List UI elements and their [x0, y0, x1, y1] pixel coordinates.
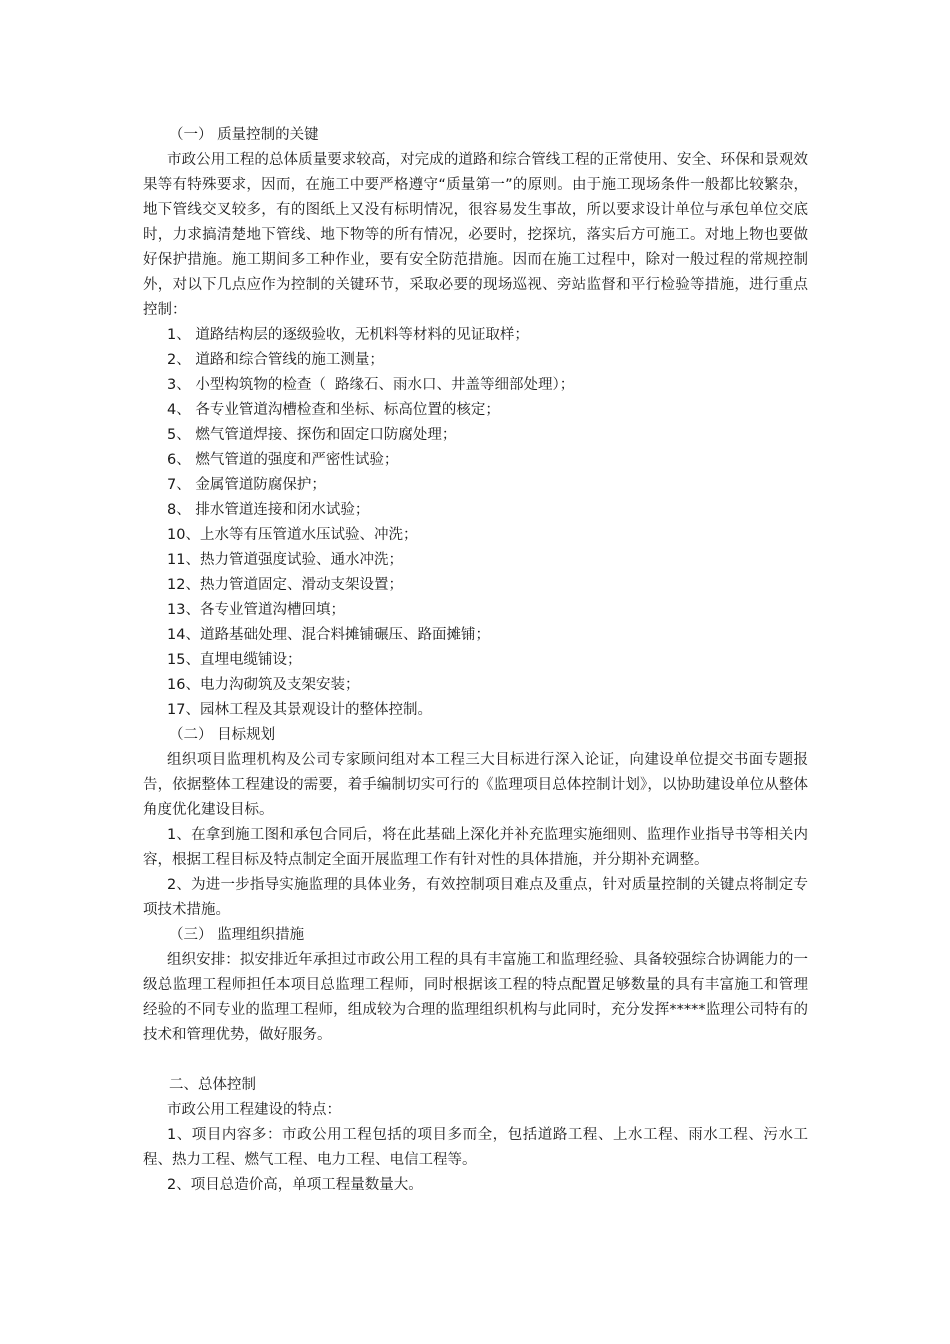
- list-item: 16、电力沟砌筑及支架安装；: [167, 677, 360, 693]
- list-item: 1、 道路结构层的逐级验收，无机料等材料的见证取样；: [167, 327, 529, 343]
- section-heading-organization-measures: （三） 监理组织措施: [169, 927, 305, 943]
- list-item: 17、园林工程及其景观设计的整体控制。: [167, 702, 432, 718]
- list-item: 5、 燃气管道焊接、探伤和固定口防腐处理；: [167, 427, 457, 443]
- paragraph: 2、项目总造价高，单项工程量数量大。: [167, 1177, 423, 1193]
- list-item: 8、 排水管道连接和闭水试验；: [167, 502, 370, 518]
- list-item: 4、 各专业管道沟槽检查和坐标、标高位置的核定；: [167, 402, 500, 418]
- list-item: 12、热力管道固定、滑动支架设置；: [167, 577, 403, 593]
- document-page: [143, 123, 808, 1198]
- section-heading-quality-key: （一） 质量控制的关键: [169, 127, 319, 143]
- section-heading-goal-planning: （二） 目标规划: [169, 727, 276, 743]
- list-item: 10、上水等有压管道水压试验、冲洗；: [167, 527, 418, 543]
- list-item: 7、 金属管道防腐保护；: [167, 477, 326, 493]
- paragraph: 市政公用工程建设的特点：: [167, 1102, 341, 1118]
- paragraph: 1、项目内容多：市政公用工程包括的项目多而全，包括道路工程、上水工程、雨水工程、污水工程、热力工程、燃气工程、电力工程、电信工程等。: [143, 1127, 808, 1168]
- paragraph: 组织项目监理机构及公司专家顾问组对本工程三大目标进行深入论证，向建设单位提交书面专题报告，依据整体工程建设的需要，着手编制切实可行的《监理项目总体控制计划》，以协助建设单位从整体角度优化建设目标。: [143, 752, 808, 818]
- paragraph-quality-intro: 市政公用工程的总体质量要求较高，对完成的道路和综合管线工程的正常使用、安全、环保和景观效果等有特殊要求，因而，在施工中要严格遵守“质量第一”的原则。由于施工现场条件一般都比较繁杂，地下管线交叉较多，有的图纸上又没有标明情况，很容易发生事故，所以要求设计单位与承包单位交底时，力求搞清楚地下管线、地下物等的所有情况，必要时，挖探坑，落实后方可施工。对地上物也要做好保护措施。施工期间多工种作业，要有安全防范措施。因而在施工过程中，除对一般过程的常规控制外，对以下几点应作为控制的关键环节，采取必要的现场巡视、旁站监督和平行检验等措施，进行重点控制：: [143, 152, 808, 318]
- list-item: 11、热力管道强度试验、通水冲洗；: [167, 552, 403, 568]
- paragraph: 1、在拿到施工图和承包合同后，将在此基础上深化并补充监理实施细则、监理作业指导书等相关内容，根据工程目标及特点制定全面开展监理工作有针对性的具体措施，并分期补充调整。: [143, 827, 808, 868]
- list-item: 6、 燃气管道的强度和严密性试验；: [167, 452, 399, 468]
- list-item: 3、 小型构筑物的检查（ 路缘石、雨水口、井盖等细部处理）；: [167, 377, 575, 393]
- paragraph: 2、为进一步指导实施监理的具体业务，有效控制项目难点及重点，针对质量控制的关键点将制定专项技术措施。: [143, 877, 808, 918]
- list-item: 13、各专业管道沟槽回填；: [167, 602, 345, 618]
- section-heading-overall-control: 二、总体控制: [169, 1077, 256, 1093]
- list-item: 15、直埋电缆铺设；: [167, 652, 302, 668]
- key-points-list: [143, 323, 808, 723]
- blank-line: [143, 1048, 808, 1073]
- paragraph: 组织安排：拟安排近年承担过市政公用工程的具有丰富施工和监理经验、具备较强综合协调能力的一级总监理工程师担任本项目总监理工程师，同时根据该工程的特点配置足够数量的具有丰富施工和管理经验的不同专业的监理工程师，组成较为合理的监理组织机构与此同时，充分发挥*****监理公司特有的技术和管理优势，做好服务。: [143, 952, 808, 1043]
- list-item: 2、 道路和综合管线的施工测量；: [167, 352, 384, 368]
- list-item: 14、道路基础处理、混合料摊铺碾压、路面摊铺；: [167, 627, 490, 643]
